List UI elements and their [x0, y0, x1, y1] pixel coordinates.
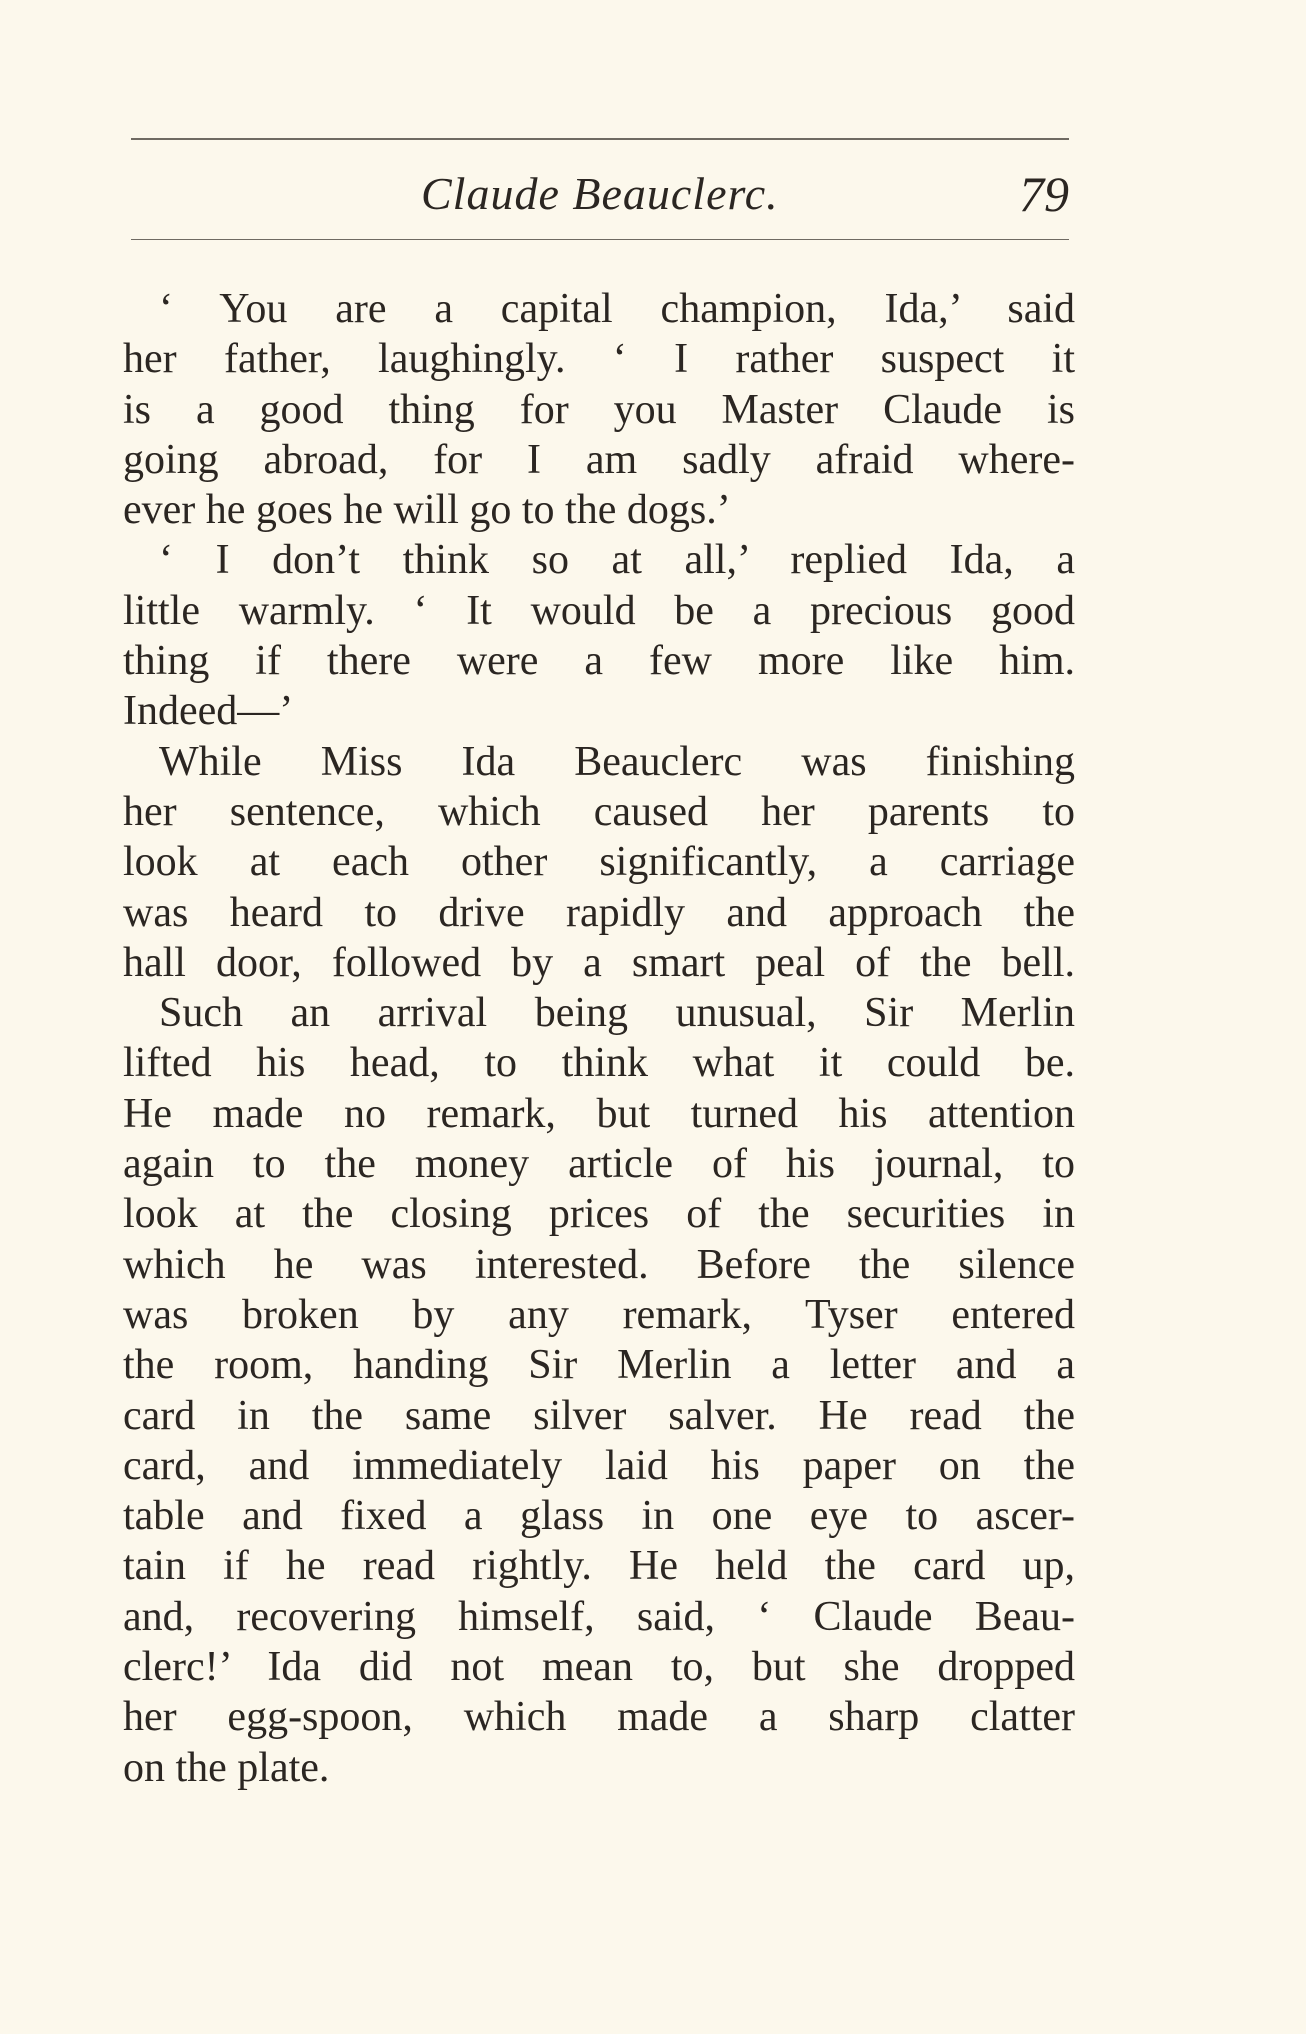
text-line: thing if there were a few more like him. [123, 638, 1075, 685]
header-rule-top [131, 138, 1069, 140]
text-line: Such an arrival being unusual, Sir Merlin [159, 990, 1075, 1037]
text-line: card in the same silver salver. He read the [123, 1392, 1075, 1439]
text-line: Indeed—’ [123, 688, 294, 735]
text-line: ever he goes he will go to the dogs.’ [123, 487, 731, 534]
text-line: card, and immediately laid his paper on the [123, 1442, 1075, 1489]
text-line: her sentence, which caused her parents to [123, 788, 1075, 835]
text-line: which he was interested. Before the silence [123, 1241, 1075, 1288]
body-text [123, 284, 1075, 1793]
text-line: clerc!’ Ida did not mean to, but she dropped [123, 1644, 1075, 1691]
text-line: on the plate. [123, 1744, 330, 1791]
page-number: 79 [1019, 166, 1069, 222]
text-line: was heard to drive rapidly and approach the [123, 889, 1075, 936]
running-head [131, 162, 1069, 226]
text-line: little warmly. ‘ It would be a precious good [123, 587, 1075, 634]
header-rule-bottom [131, 239, 1069, 240]
text-line: lifted his head, to think what it could be. [123, 1040, 1075, 1087]
text-line: going abroad, for I am sadly afraid where- [123, 436, 1075, 483]
text-line: ‘ I don’t think so at all,’ replied Ida, a [159, 537, 1075, 584]
running-title: Claude Beauclerc. [421, 168, 779, 219]
text-line: look at each other significantly, a carriage [123, 839, 1075, 886]
text-line: the room, handing Sir Merlin a letter and a [123, 1342, 1075, 1389]
text-line: was broken by any remark, Tyser entered [123, 1291, 1075, 1338]
text-line: her egg-spoon, which made a sharp clatter [123, 1694, 1075, 1741]
text-line: hall door, followed by a smart peal of the bell. [123, 939, 1075, 986]
text-line: is a good thing for you Master Claude is [123, 386, 1075, 433]
text-line: again to the money article of his journal, to [123, 1141, 1075, 1188]
text-line: her father, laughingly. ‘ I rather suspect it [123, 336, 1075, 383]
text-line: ‘ You are a capital champion, Ida,’ said [159, 286, 1075, 332]
text-line: tain if he read rightly. He held the card up, [123, 1543, 1075, 1590]
text-line: table and fixed a glass in one eye to ascer- [123, 1493, 1075, 1540]
text-line: While Miss Ida Beauclerc was finishing [159, 738, 1075, 785]
text-line: look at the closing prices of the securities in [123, 1191, 1075, 1238]
text-line: and, recovering himself, said, ‘ Claude Beau- [123, 1593, 1075, 1640]
text-line: He made no remark, but turned his attention [123, 1090, 1075, 1137]
